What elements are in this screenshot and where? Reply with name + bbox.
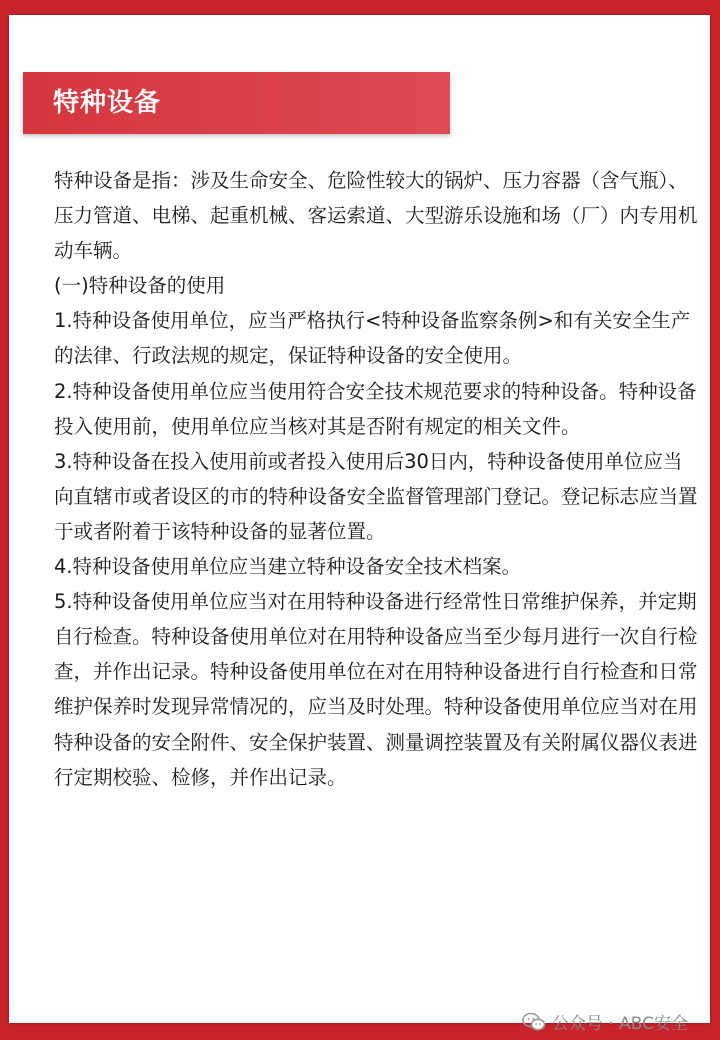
article-body: [54, 163, 699, 795]
rule-item-1: 1.特种设备使用单位，应当严格执行<特种设备监察条例>和有关安全生产的法律、行政法规的规定，保证特种设备的安全使用。: [54, 309, 691, 368]
rule-item-2: 2.特种设备使用单位应当使用符合安全技术规范要求的特种设备。特种设备投入使用前，使用单位应当核对其是否附有规定的相关文件。: [54, 379, 697, 438]
section-heading: (一)特种设备的使用: [54, 274, 226, 298]
rule-item-4: 4.特种设备使用单位应当建立特种设备安全技术档案。: [54, 555, 522, 579]
title-banner: [23, 72, 450, 134]
wechat-icon: [522, 1012, 546, 1032]
watermark-text: 公众号 · ABC安全: [551, 1014, 688, 1034]
watermark: [522, 1009, 688, 1034]
rule-item-3: 3.特种设备在投入使用前或者投入使用后30日内，特种设备使用单位应当向直辖市或者设区的市的特种设备安全监督管理部门登记。登记标志应当置于或者附着于该特种设备的显著位置。: [54, 449, 698, 543]
page-title: 特种设备: [53, 88, 162, 118]
content-card: [9, 15, 710, 1034]
definition-paragraph: 特种设备是指：涉及生命安全、危险性较大的锅炉、压力容器（含气瓶）、压力管道、电梯、起重机械、客运索道、大型游乐设施和场（厂）内专用机动车辆。: [54, 169, 698, 263]
rule-item-5: 5.特种设备使用单位应当对在用特种设备进行经常性日常维护保养，并定期自行检查。特种设备使用单位对在用特种设备应当至少每月进行一次自行检查，并作出记录。特种设备使用单位在对在用特种设备进行自行检查和日常维护保养时发现异常情况的，应当及时处理。特种设备使用单位应当对在用特种设备的安全附件、安全保护装置、测量调控装置及有关附属仪器仪表进行定期校验、检修，并作出记录。: [54, 590, 698, 789]
